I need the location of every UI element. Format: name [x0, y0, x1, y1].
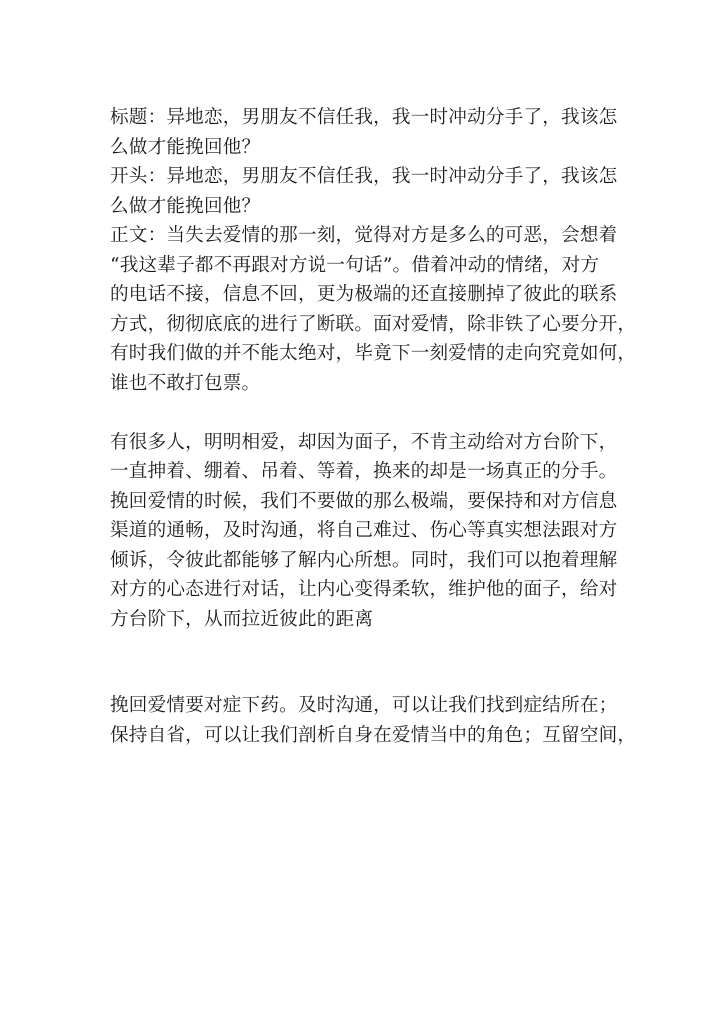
paragraph-line: 有时我们做的并不能太绝对，毕竟下一刻爱情的走向究竟如何， — [110, 343, 637, 364]
title-line: 么做才能挽回他？ — [110, 136, 261, 158]
paragraph-line: 的电话不接，信息不回，更为极端的还直接删掉了彼此的联系 — [110, 284, 618, 305]
paragraph-line: 挽回爱情的时候，我们不要做的那么极端，要保持和对方信息 — [110, 490, 618, 512]
paragraph-line: 挽回爱情要对症下药。及时沟通，可以让我们找到症结所在； — [110, 695, 618, 716]
paragraph-line: 保持自省，可以让我们剖析自身在爱情当中的角色；互留空间， — [110, 724, 637, 746]
paragraph-line: 一直抻着、绷着、吊着、等着，换来的却是一场真正的分手。 — [110, 461, 618, 482]
body-paragraph-3 — [110, 691, 637, 750]
title-line: 标题：异地恋，男朋友不信任我，我一时冲动分手了，我该怎 — [110, 107, 618, 128]
paragraph-line: 渠道的通畅，及时沟通，将自己难过、伤心等真实想法跟对方 — [110, 520, 618, 541]
document-page — [110, 103, 637, 750]
paragraph-spacer — [110, 398, 630, 428]
body-paragraph-2 — [110, 428, 630, 635]
body-paragraph-1 — [110, 221, 637, 398]
opening-block — [110, 162, 630, 221]
opening-line: 开头：异地恋，男朋友不信任我，我一时冲动分手了，我该怎 — [110, 166, 618, 187]
paragraph-line: 谁也不敢打包票。 — [110, 372, 261, 394]
paragraph-line: 倾诉，令彼此都能够了解内心所想。同时，我们可以抱着理解 — [110, 549, 618, 571]
paragraph-line: 有很多人，明明相爱，却因为面子，不肯主动给对方台阶下， — [110, 431, 618, 453]
paragraph-spacer — [110, 634, 630, 691]
paragraph-line: 正文：当失去爱情的那一刻，觉得对方是多么的可恶，会想着 — [110, 225, 618, 246]
paragraph-line: “我这辈子都不再跟对方说一句话”。借着冲动的情绪，对方 — [110, 254, 600, 276]
paragraph-line: 对方的心态进行对话，让内心变得柔软，维护他的面子，给对 — [110, 579, 618, 600]
title-block — [110, 103, 630, 162]
opening-line: 么做才能挽回他？ — [110, 195, 261, 217]
paragraph-line: 方式，彻彻底底的进行了断联。面对爱情，除非铁了心要分开， — [110, 313, 637, 335]
paragraph-line: 方台阶下，从而拉近彼此的距离 — [110, 608, 374, 630]
